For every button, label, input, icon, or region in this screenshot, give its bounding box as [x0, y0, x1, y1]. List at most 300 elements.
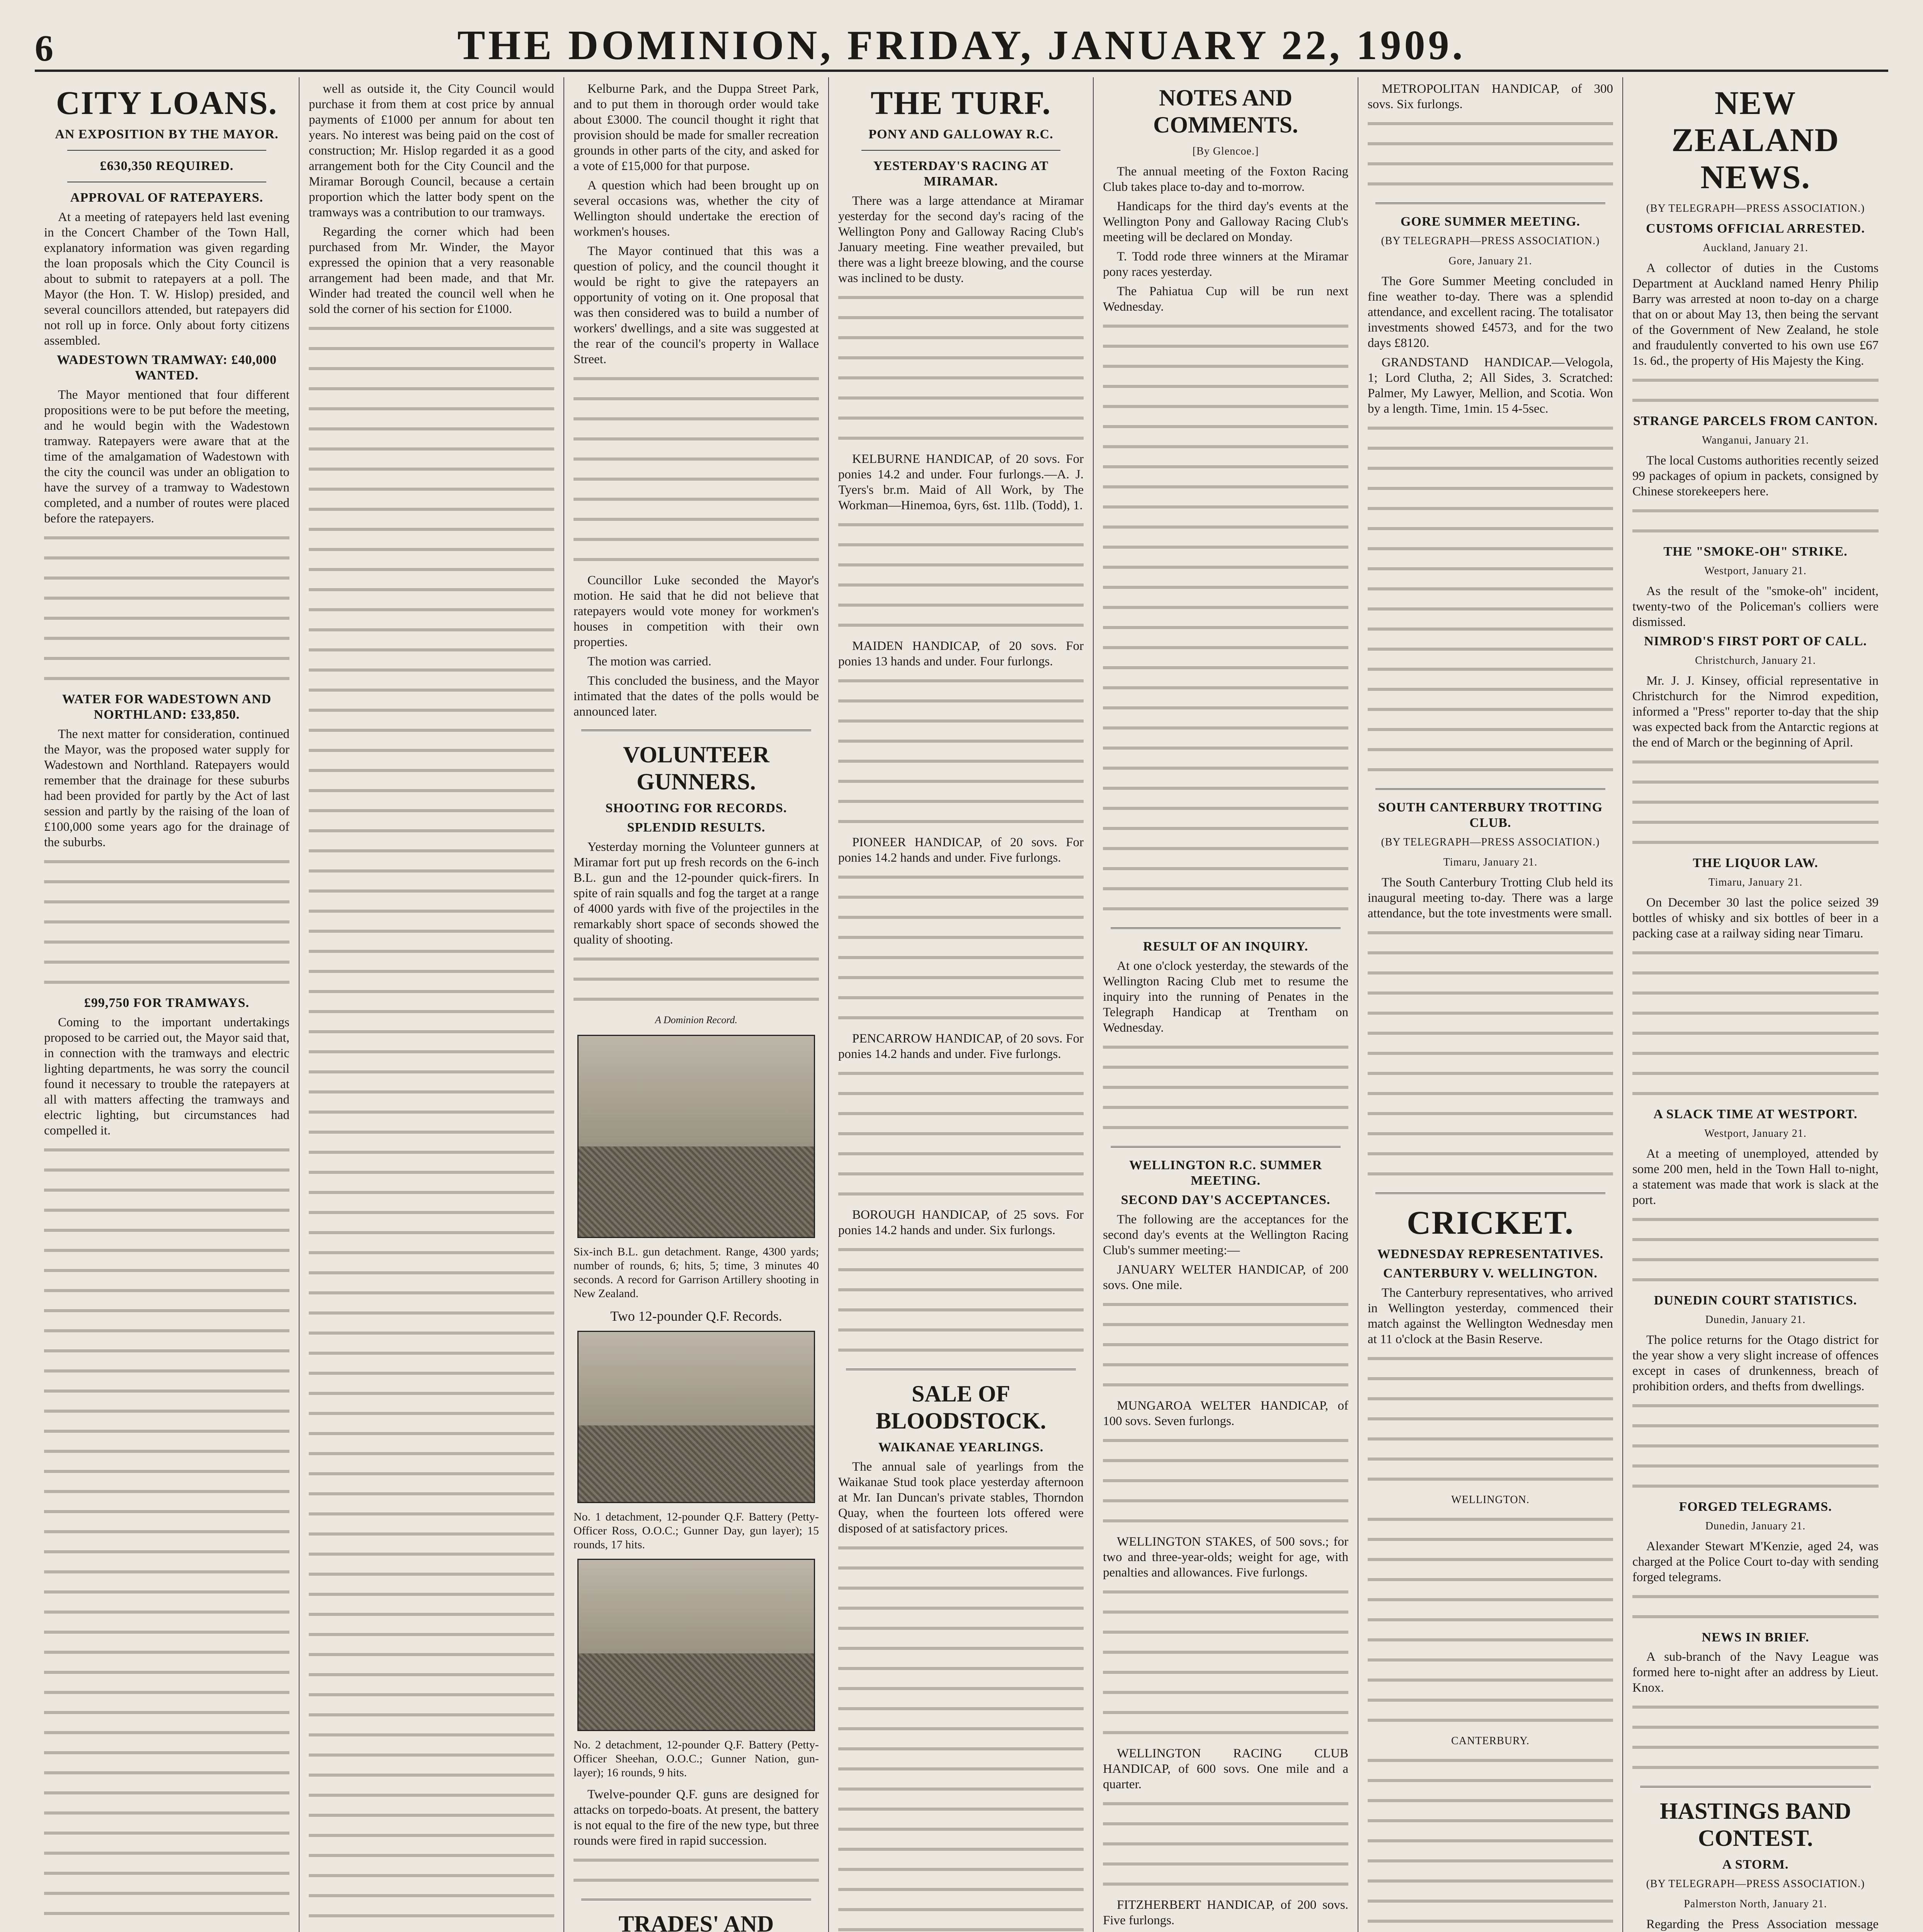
column-2	[300, 77, 564, 1932]
text-block	[1103, 319, 1348, 335]
race-result: GRANDSTAND HANDICAP.—Velogola, 1; Lord Clutha, 2; All Sides, 3. Scratched: Palmer, My Lawyer, Mellion, and Scotia. Won by a length. Time, 1min. 15 4-5sec.	[1368, 355, 1613, 416]
text-block	[1103, 1877, 1348, 1893]
dateline: Dunedin, January 21.	[1705, 1520, 1806, 1532]
text-block	[309, 1005, 554, 1020]
text-block	[44, 1645, 289, 1661]
text-block	[838, 694, 1084, 709]
dateline: Auckland, January 21.	[1703, 242, 1808, 254]
text-block	[838, 1662, 1084, 1677]
text-block	[309, 1366, 554, 1382]
text-block	[309, 1849, 554, 1864]
text-block	[1632, 1590, 1879, 1605]
text-block	[44, 1203, 289, 1219]
text-block	[1632, 1046, 1879, 1062]
text-block	[1103, 1685, 1348, 1701]
text-block	[44, 1344, 289, 1359]
text-block	[1368, 582, 1613, 597]
deck: APPROVAL OF RATEPAYERS.	[70, 190, 264, 205]
text-block	[838, 618, 1084, 634]
text-block	[44, 551, 289, 566]
text-block	[573, 372, 819, 387]
text-block	[44, 1846, 289, 1862]
text-block	[309, 1145, 554, 1161]
article-paragraph: The motion was carried.	[587, 655, 711, 668]
text-block	[1632, 1233, 1879, 1248]
text-block	[1103, 1665, 1348, 1681]
text-block	[1103, 882, 1348, 897]
text-block	[573, 492, 819, 508]
text-block	[44, 1284, 289, 1299]
text-block	[44, 1444, 289, 1460]
text-block	[838, 930, 1084, 946]
text-block	[1103, 1121, 1348, 1136]
text-block	[1368, 743, 1613, 758]
deck: (BY TELEGRAPH—PRESS ASSOCIATION.)	[1381, 836, 1600, 848]
text-block	[309, 1527, 554, 1543]
text-block	[838, 1107, 1084, 1122]
race-result: PENCARROW HANDICAP, of 20 sovs. For ponies 14.2 hands and under. Five furlongs.	[838, 1032, 1084, 1061]
text-block	[1103, 440, 1348, 455]
deck: £630,350 REQUIRED.	[100, 159, 234, 173]
article-paragraph: There was a large attendance at Miramar yesterday for the second day's racing of the Wellington Pony and Galloway Racing Club's January meeting. Fine weather prevailed, but there was a light breeze blowing, and the course was inclined to be dusty.	[838, 194, 1084, 285]
text-block	[838, 1742, 1084, 1757]
scorecard-line	[1368, 1633, 1613, 1648]
text-block	[309, 944, 554, 960]
divider	[67, 150, 266, 151]
text-block	[1368, 562, 1613, 577]
text-block	[838, 951, 1084, 966]
text-block	[1103, 1338, 1348, 1353]
article-paragraph: As the result of the "smoke-oh" incident, twenty-two of the Policeman's colliers were dismissed.	[1632, 584, 1879, 629]
text-block	[1632, 1066, 1879, 1082]
column-4	[829, 77, 1094, 1932]
text-block	[309, 1467, 554, 1482]
text-block	[309, 422, 554, 437]
text-block	[44, 875, 289, 890]
text-block	[838, 754, 1084, 770]
scorecard-line	[1368, 1834, 1613, 1849]
text-block	[573, 512, 819, 528]
dateline: Palmerston North, January 21.	[1684, 1898, 1827, 1910]
text-block	[44, 1766, 289, 1781]
text-block	[44, 672, 289, 687]
text-block	[1368, 682, 1613, 698]
text-block	[44, 1826, 289, 1842]
text-block	[309, 804, 554, 819]
text-block	[1103, 1837, 1348, 1852]
text-block	[1103, 1494, 1348, 1509]
deck: SECOND DAY'S ACCEPTANCES.	[1121, 1193, 1331, 1207]
page-number: 6	[35, 27, 53, 69]
text-block	[838, 1243, 1084, 1258]
text-block	[838, 1722, 1084, 1737]
text-block	[44, 895, 289, 910]
text-block	[44, 935, 289, 951]
deck: CANTERBURY V. WELLINGTON.	[1383, 1266, 1598, 1281]
text-block	[1103, 1378, 1348, 1393]
text-block	[1368, 177, 1613, 192]
text-block	[1368, 966, 1613, 981]
text-block	[1368, 481, 1613, 497]
dateline: Christchurch, January 21.	[1695, 655, 1816, 667]
text-block	[44, 1726, 289, 1741]
text-block	[44, 1906, 289, 1922]
text-block	[309, 321, 554, 337]
text-block	[44, 591, 289, 607]
text-block	[1103, 1298, 1348, 1313]
section-divider	[846, 1369, 1076, 1370]
text-block	[1632, 393, 1879, 409]
text-block	[309, 1748, 554, 1764]
text-block	[1103, 339, 1348, 355]
text-block	[838, 1087, 1084, 1102]
text-block	[838, 890, 1084, 906]
text-block	[573, 972, 819, 988]
text-block	[573, 432, 819, 447]
photo-credit: A Dominion Record.	[655, 1014, 738, 1026]
text-block	[838, 1011, 1084, 1026]
dateline: Dunedin, January 21.	[1705, 1314, 1806, 1326]
text-block	[309, 1266, 554, 1281]
text-block	[309, 1246, 554, 1261]
text-block	[1103, 1857, 1348, 1872]
text-block	[309, 1447, 554, 1462]
text-block	[44, 1665, 289, 1681]
text-block	[838, 1541, 1084, 1556]
text-block	[44, 1384, 289, 1400]
text-block	[1368, 1392, 1613, 1407]
photo-ground	[579, 1653, 814, 1730]
text-block	[309, 784, 554, 799]
headline-volunteer-gunners: VOLUNTEER GUNNERS.	[623, 742, 769, 794]
text-block	[309, 522, 554, 538]
text-block	[309, 743, 554, 759]
subheading: A SLACK TIME AT WESTPORT.	[1653, 1107, 1858, 1121]
race-result: MAIDEN HANDICAP, of 20 sovs. For ponies 13 hands and under. Four furlongs.	[838, 639, 1084, 668]
text-block	[44, 611, 289, 627]
text-block	[309, 1547, 554, 1563]
text-block	[1368, 602, 1613, 617]
deck: WEDNESDAY REPRESENTATIVES.	[1377, 1247, 1604, 1261]
text-block	[44, 1264, 289, 1279]
scorecard-line	[1368, 1573, 1613, 1588]
scorecard-line	[1368, 1693, 1613, 1709]
text-block	[1103, 1706, 1348, 1721]
article-paragraph: Regarding the corner which had been purchased from Mr. Winder, the Mayor expressed the opinion that a very reasonable arrangement had been made, and that Mr. Winder had treated the council well when he sold the corner of his section for £1000.	[309, 225, 554, 316]
section-divider	[1375, 788, 1605, 790]
subheading: NIMROD'S FIRST PORT OF CALL.	[1644, 634, 1867, 648]
text-block	[44, 1143, 289, 1158]
text-block	[1632, 1026, 1879, 1042]
text-block	[44, 1243, 289, 1259]
scorecard-line	[1368, 1854, 1613, 1869]
scorecard-line	[1368, 1532, 1613, 1548]
photo-no1-detachment	[577, 1331, 815, 1503]
masthead	[35, 15, 1888, 72]
deck: SPLENDID RESULTS.	[627, 820, 766, 835]
text-block	[1368, 1472, 1613, 1488]
deck: SHOOTING FOR RECORDS.	[605, 801, 787, 815]
text-block	[838, 391, 1084, 406]
section-divider	[581, 1899, 811, 1900]
text-block	[1103, 460, 1348, 475]
text-block	[1368, 986, 1613, 1002]
race-heading: MUNGAROA WELTER HANDICAP, of 100 sovs. Seven furlongs.	[1103, 1399, 1348, 1428]
article-paragraph: Twelve-pounder Q.F. guns are designed for attacks on torpedo-boats. At present, the battery is not equal to the fire of the new type, but three rounds were fired in rapid succession.	[573, 1787, 819, 1848]
section-divider	[1375, 202, 1605, 204]
text-block	[1103, 1625, 1348, 1641]
text-block	[838, 870, 1084, 886]
text-block	[1103, 1454, 1348, 1469]
text-block	[1103, 761, 1348, 777]
text-block	[309, 964, 554, 980]
text-block	[309, 462, 554, 478]
text-block	[573, 952, 819, 968]
dateline: Gore, January 21.	[1448, 255, 1532, 267]
text-block	[1103, 420, 1348, 435]
article-paragraph: Yesterday morning the Volunteer gunners at Miramar fort put up fresh records on the 6-inch B.L. gun and the 12-pounder quick-firers. In spite of rain squalls and fog the target at a range of 4000 yards with five of the projectiles in the remarkably short space of seconds showed the quality of shooting.	[573, 840, 819, 947]
text-block	[309, 1728, 554, 1743]
text-block	[1632, 1760, 1879, 1776]
subheading: WATER FOR WADESTOWN AND NORTHLAND: £33,850.	[62, 692, 272, 722]
text-block	[1368, 117, 1613, 132]
text-block	[1632, 815, 1879, 831]
text-block	[44, 1625, 289, 1641]
article-paragraph: At one o'clock yesterday, the stewards of the Wellington Racing Club met to resume the inquiry into the running of Penates in the Telegraph Handicap at Trentham on Wednesday.	[1103, 959, 1348, 1035]
text-block	[1368, 1452, 1613, 1468]
text-block	[1103, 842, 1348, 857]
text-block	[838, 1263, 1084, 1278]
column-1	[35, 77, 300, 1932]
text-block	[1103, 500, 1348, 515]
text-block	[1632, 504, 1879, 519]
article-paragraph: well as outside it, the City Council would purchase it from them at cost price by annual payments of £1000 per annum for about ten years. No interest was being paid on the cost of construction; Mr. Hislop regarded it as a good arrangement both for the City Council and the Miramar Borough Council, because a certain proportion which the latter body spent on the tramways was a contribution to our tramways.	[309, 82, 554, 219]
text-block	[838, 1343, 1084, 1359]
race-result: KELBURNE HANDICAP, of 20 sovs. For ponies 14.2 and under. Four furlongs.—A. J. Tyers's br.m. Maid of All Work, by The Workman—Hinemoa, 6yrs, 6st. 11lb. (Todd), 1.	[838, 452, 1084, 512]
scorecard-line	[1368, 1673, 1613, 1689]
text-block	[1368, 1107, 1613, 1122]
text-block	[1103, 821, 1348, 837]
text-block	[309, 1286, 554, 1301]
text-block	[838, 1283, 1084, 1298]
text-block	[309, 1406, 554, 1422]
subheading: SOUTH CANTERBURY TROTTING CLUB.	[1378, 800, 1603, 830]
text-block	[838, 1641, 1084, 1657]
text-block	[44, 1424, 289, 1440]
text-block	[838, 1127, 1084, 1142]
text-block	[309, 482, 554, 498]
text-block	[309, 1306, 554, 1321]
text-block	[44, 1605, 289, 1621]
text-block	[309, 844, 554, 859]
column-3	[564, 77, 829, 1932]
headline-notes-and-comments: NOTES AND COMMENTS.	[1153, 85, 1298, 138]
dateline: Westport, January 21.	[1704, 565, 1807, 577]
dateline: Timaru, January 21.	[1708, 876, 1803, 888]
article-paragraph: The following are the acceptances for the second day's events at the Wellington Racing Club's summer meeting:—	[1103, 1213, 1348, 1257]
text-block	[838, 1066, 1084, 1082]
text-block	[838, 794, 1084, 810]
text-block	[309, 683, 554, 699]
headline-cricket: CRICKET.	[1407, 1204, 1574, 1241]
text-block	[1103, 1318, 1348, 1333]
text-block	[44, 1223, 289, 1239]
subheading: RESULT OF AN INQUIRY.	[1143, 939, 1309, 954]
text-block	[1632, 1399, 1879, 1414]
text-block	[309, 1889, 554, 1904]
text-block	[838, 1782, 1084, 1798]
text-block	[838, 1682, 1084, 1697]
text-block	[1103, 1100, 1348, 1116]
photo-caption-heading: Two 12-pounder Q.F. Records.	[610, 1308, 782, 1324]
deck: (BY TELEGRAPH—PRESS ASSOCIATION.)	[1381, 235, 1600, 247]
text-block	[1368, 1006, 1613, 1022]
photo-ground	[579, 1146, 814, 1237]
deck: (BY TELEGRAPH—PRESS ASSOCIATION.)	[1646, 1878, 1865, 1890]
photo-caption: Six-inch B.L. gun detachment. Range, 4300 yards; number of rounds, 6; hits, 5; time, 3 minutes 40 seconds. A record for Garrison Artillery shooting in New Zealand.	[573, 1245, 819, 1300]
text-block	[838, 1147, 1084, 1162]
text-block	[44, 1163, 289, 1179]
subheading: THE LIQUOR LAW.	[1693, 856, 1818, 870]
text-block	[1368, 763, 1613, 778]
text-block	[1103, 400, 1348, 415]
text-block	[1632, 755, 1879, 770]
scorecard-heading: CANTERBURY.	[1451, 1735, 1530, 1747]
subheading: £99,750 FOR TRAMWAYS.	[84, 996, 250, 1010]
text-block	[838, 1303, 1084, 1318]
text-block	[309, 1828, 554, 1844]
article-paragraph: Coming to the important undertakings proposed to be carried out, the Mayor said that, in connection with the tramways and electric lighting departments, he was sorry the council found it necessary to trouble the ratepayers at all with matters affecting the tramways and electric lighting, but circumstances had compelled it.	[44, 1015, 289, 1138]
text-block	[1103, 480, 1348, 495]
race-heading: WELLINGTON STAKES, of 500 sovs.; for two and three-year-olds; weight for age, with penalties and allowances. Five furlongs.	[1103, 1535, 1348, 1580]
text-block	[1632, 1213, 1879, 1228]
text-block	[44, 1464, 289, 1480]
article-paragraph: Alexander Stewart M'Kenzie, aged 24, was charged at the Police Court to-day with sending forged telegrams.	[1632, 1539, 1879, 1584]
text-block	[309, 924, 554, 940]
text-block	[44, 1525, 289, 1540]
text-block	[309, 1708, 554, 1723]
scorecard-line	[1368, 1753, 1613, 1769]
article-paragraph: The annual meeting of the Foxton Racing Club takes place to-day and to-morrow.	[1103, 165, 1348, 194]
text-block	[1103, 1645, 1348, 1661]
text-block	[44, 975, 289, 991]
text-block	[1368, 157, 1613, 172]
text-block	[1103, 580, 1348, 596]
text-block	[309, 603, 554, 618]
text-block	[44, 1324, 289, 1339]
headline-trades-labour: TRADES' AND	[618, 1911, 774, 1932]
subheading: THE "SMOKE-OH" STRIKE.	[1663, 544, 1848, 559]
text-block	[44, 1886, 289, 1902]
text-block	[838, 371, 1084, 386]
article-paragraph: A sub-branch of the Navy League was formed here to-night after an address by Lieut. Knox.	[1632, 1650, 1879, 1695]
deck: PONY AND GALLOWAY R.C.	[868, 127, 1053, 141]
text-block	[573, 992, 819, 1008]
text-block	[1368, 1127, 1613, 1142]
article-paragraph: Kelburne Park, and the Duppa Street Park, and to put them in thorough order would take about £3000. The council thought it right that provision should be made for smaller recreation grounds in other parts of the city, and asked for a vote of £15,000 for that purpose.	[573, 82, 819, 173]
text-block	[1103, 862, 1348, 877]
text-block	[1632, 1720, 1879, 1736]
text-block	[1103, 1080, 1348, 1096]
text-block	[1368, 642, 1613, 658]
text-block	[309, 1587, 554, 1603]
text-block	[1632, 986, 1879, 1002]
text-block	[838, 331, 1084, 346]
text-block	[44, 571, 289, 587]
text-block	[838, 1323, 1084, 1338]
text-block	[44, 955, 289, 971]
text-block	[573, 1873, 819, 1889]
article-paragraph: At a meeting of unemployed, attended by some 200 men, held in the Town Hall to-night, a statement was made that work is slack at the port.	[1632, 1147, 1879, 1207]
text-block	[1632, 1740, 1879, 1756]
subheading: WELLINGTON R.C. SUMMER MEETING.	[1129, 1158, 1322, 1188]
text-block	[838, 1802, 1084, 1818]
text-block	[573, 412, 819, 427]
article-paragraph: The Mayor continued that this was a question of policy, and the council thought it would be right to give the ratepayers an opportunity of voting on it. One proposal that was then considered was to build a number of workers' dwellings, and a site was suggested at the rear of the council's property in Wallace Street.	[573, 244, 819, 366]
scorecard-heading: WELLINGTON.	[1451, 1494, 1530, 1506]
article-paragraph: Councillor Luke seconded the Mayor's motion. He said that he did not believe that ratepayers would vote money for workmen's houses in competition with their own properties.	[573, 573, 819, 649]
text-block	[838, 578, 1084, 594]
deck: (BY TELEGRAPH—PRESS ASSOCIATION.)	[1646, 202, 1865, 214]
article-paragraph: The local Customs authorities recently seized 99 packages of opium in packets, consigned by Chinese storekeepers here.	[1632, 454, 1879, 498]
text-block	[44, 1364, 289, 1379]
headline-the-turf: THE TURF.	[870, 84, 1052, 121]
text-block	[44, 1786, 289, 1801]
text-block	[309, 864, 554, 879]
text-block	[1632, 1006, 1879, 1022]
scorecard-line	[1368, 1713, 1613, 1729]
text-block	[44, 1706, 289, 1721]
text-block	[309, 1346, 554, 1362]
text-block	[838, 291, 1084, 306]
text-block	[1103, 1358, 1348, 1373]
text-block	[573, 1853, 819, 1869]
text-block	[1103, 701, 1348, 716]
text-block	[309, 1065, 554, 1080]
text-block	[1368, 1432, 1613, 1447]
text-block	[838, 1167, 1084, 1182]
text-block	[309, 1105, 554, 1121]
text-block	[1103, 600, 1348, 616]
text-block	[1103, 781, 1348, 797]
text-block	[1632, 373, 1879, 389]
text-block	[1368, 1167, 1613, 1182]
text-block	[309, 1808, 554, 1824]
subheading: NEWS IN BRIEF.	[1702, 1630, 1809, 1645]
text-block	[1368, 723, 1613, 738]
text-block	[44, 1585, 289, 1600]
text-block	[573, 472, 819, 488]
text-block	[1103, 1726, 1348, 1741]
text-block	[838, 1842, 1084, 1858]
text-block	[838, 411, 1084, 427]
text-block	[838, 518, 1084, 533]
text-block	[309, 1045, 554, 1060]
text-block	[309, 1768, 554, 1784]
text-block	[838, 1903, 1084, 1918]
text-block	[44, 1485, 289, 1500]
text-block	[573, 452, 819, 468]
text-block	[1368, 1352, 1613, 1367]
text-block	[838, 1601, 1084, 1617]
deck: WAIKANAE YEARLINGS.	[878, 1440, 1044, 1454]
headline-hastings-band-contest: HASTINGS BAND CONTEST.	[1659, 1798, 1852, 1851]
section-divider	[1640, 1786, 1871, 1787]
photo-no2-detachment	[577, 1559, 815, 1731]
deck: AN EXPOSITION BY THE MAYOR.	[55, 127, 279, 141]
text-block	[309, 1206, 554, 1221]
text-block	[1103, 641, 1348, 656]
